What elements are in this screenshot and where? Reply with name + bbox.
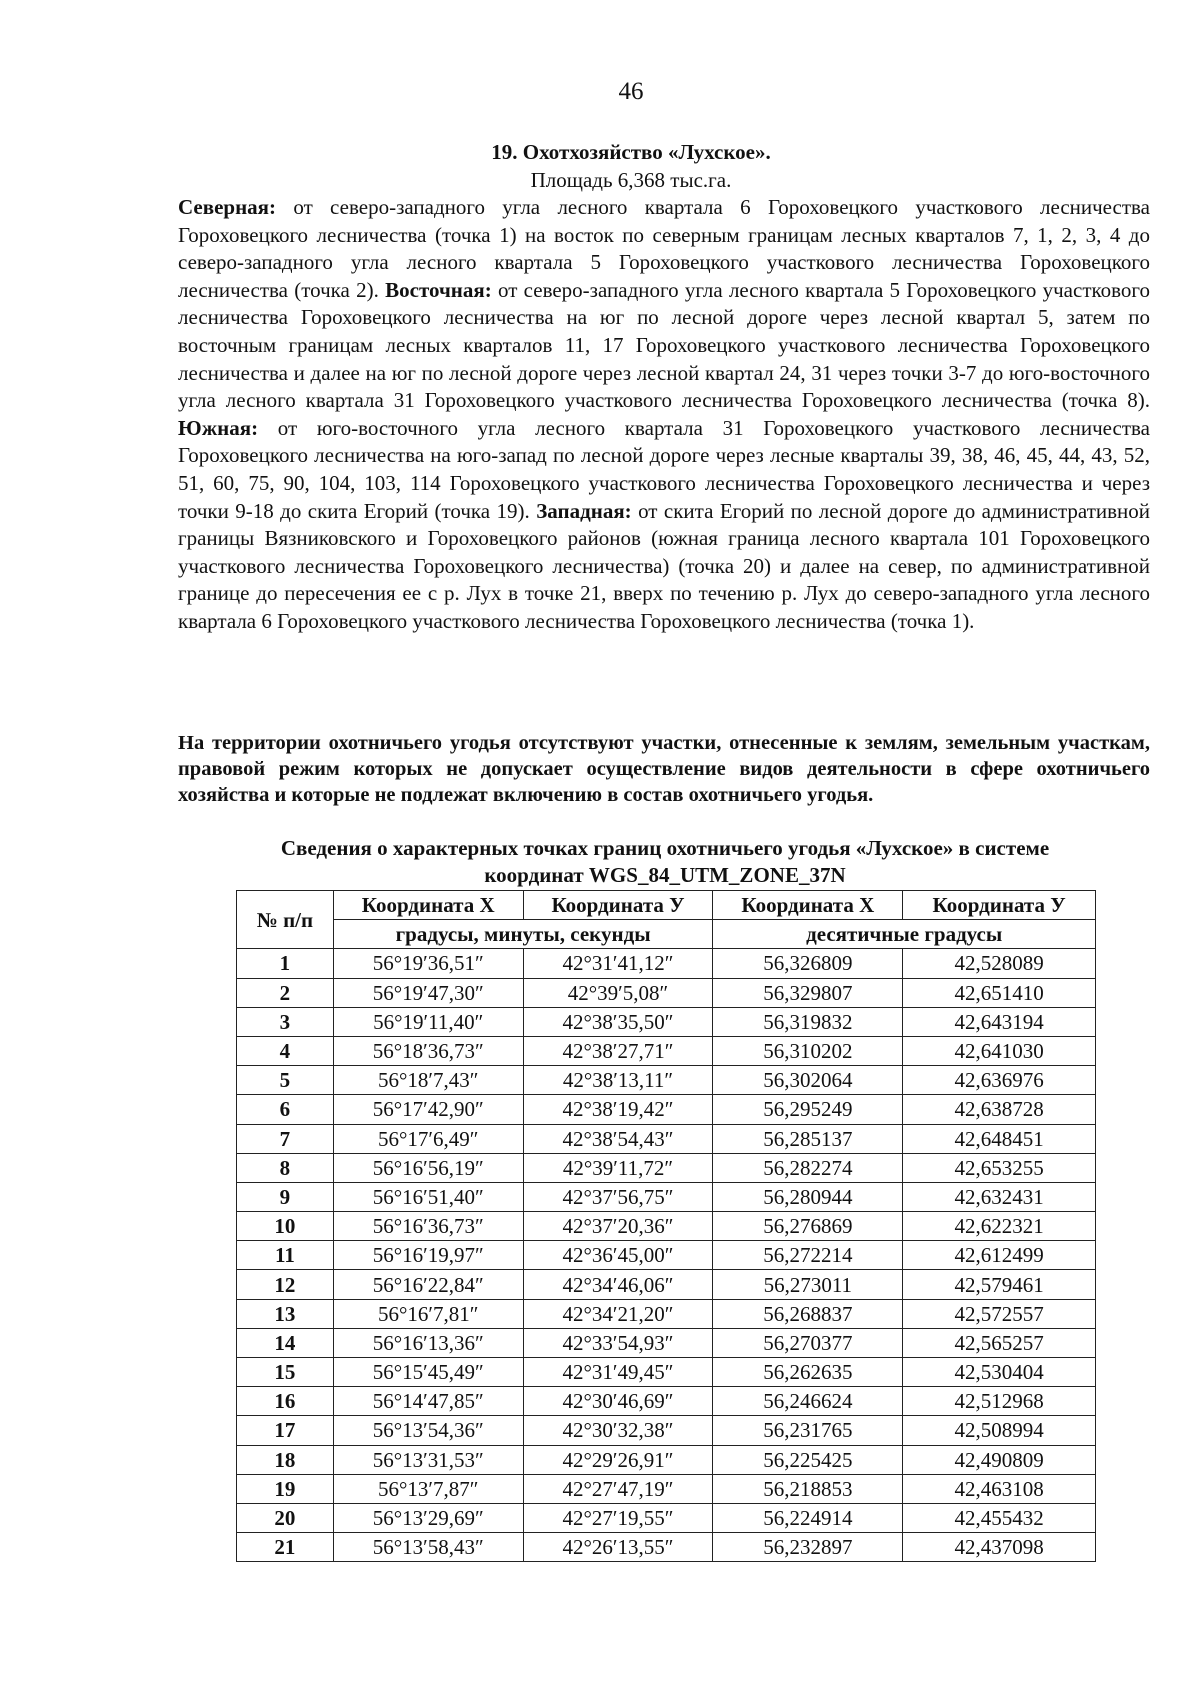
x-dec-cell: 56,282274: [713, 1153, 903, 1182]
x-dms-cell: 56°16′19,97″: [333, 1241, 523, 1270]
y-dms-cell: 42°30′32,38″: [523, 1416, 713, 1445]
table-row: [237, 1182, 1096, 1211]
table-row: [237, 1241, 1096, 1270]
y-dms-cell: 42°27′47,19″: [523, 1474, 713, 1503]
row-number-cell: 11: [237, 1241, 334, 1270]
x-dec-cell: 56,268837: [713, 1299, 903, 1328]
x-dec-cell: 56,302064: [713, 1066, 903, 1095]
row-number-cell: 2: [237, 978, 334, 1007]
y-dms-cell: 42°29′26,91″: [523, 1445, 713, 1474]
x-dms-cell: 56°13′31,53″: [333, 1445, 523, 1474]
x-dec-cell: 56,273011: [713, 1270, 903, 1299]
y-dms-cell: 42°36′45,00″: [523, 1241, 713, 1270]
table-row: [237, 978, 1096, 1007]
x-dms-cell: 56°18′7,43″: [333, 1066, 523, 1095]
x-dms-cell: 56°19′47,30″: [333, 978, 523, 1007]
row-number-cell: 21: [237, 1533, 334, 1562]
table-row: [237, 949, 1096, 978]
y-dec-cell: 42,653255: [903, 1153, 1096, 1182]
y-dec-cell: 42,638728: [903, 1095, 1096, 1124]
y-dms-cell: 42°31′41,12″: [523, 949, 713, 978]
y-dms-cell: 42°38′19,42″: [523, 1095, 713, 1124]
table-caption-line2: координат WGS_84_UTM_ZONE_37N: [484, 863, 846, 887]
row-number-cell: 19: [237, 1474, 334, 1503]
x-dec-cell: 56,326809: [713, 949, 903, 978]
table-row: [237, 1036, 1096, 1065]
row-number-cell: 5: [237, 1066, 334, 1095]
row-number-cell: 4: [237, 1036, 334, 1065]
y-dec-cell: 42,490809: [903, 1445, 1096, 1474]
y-dec-cell: 42,528089: [903, 949, 1096, 978]
table-row: [237, 1299, 1096, 1328]
x-dms-cell: 56°17′42,90″: [333, 1095, 523, 1124]
x-dms-cell: 56°19′11,40″: [333, 1007, 523, 1036]
header-num: № п/п: [237, 891, 334, 949]
header-y-dec: Координата У: [903, 891, 1096, 920]
table-caption: [200, 835, 1130, 889]
table-row: [237, 1445, 1096, 1474]
x-dec-cell: 56,319832: [713, 1007, 903, 1036]
coordinates-table: [236, 890, 1096, 1562]
table-row: [237, 1153, 1096, 1182]
x-dms-cell: 56°16′13,36″: [333, 1328, 523, 1357]
y-dec-cell: 42,632431: [903, 1182, 1096, 1211]
header-x-dec: Координата X: [713, 891, 903, 920]
x-dec-cell: 56,270377: [713, 1328, 903, 1357]
y-dec-cell: 42,508994: [903, 1416, 1096, 1445]
x-dec-cell: 56,262635: [713, 1358, 903, 1387]
y-dec-cell: 42,572557: [903, 1299, 1096, 1328]
y-dec-cell: 42,643194: [903, 1007, 1096, 1036]
coordinates-table-body: [237, 949, 1096, 1562]
x-dms-cell: 56°14′47,85″: [333, 1387, 523, 1416]
row-number-cell: 12: [237, 1270, 334, 1299]
y-dms-cell: 42°38′13,11″: [523, 1066, 713, 1095]
x-dms-cell: 56°15′45,49″: [333, 1358, 523, 1387]
y-dec-cell: 42,463108: [903, 1474, 1096, 1503]
row-number-cell: 20: [237, 1503, 334, 1532]
x-dec-cell: 56,276869: [713, 1212, 903, 1241]
row-number-cell: 7: [237, 1124, 334, 1153]
header-dec-units: десятичные градусы: [713, 920, 1096, 949]
y-dms-cell: 42°39′11,72″: [523, 1153, 713, 1182]
table-row: [237, 1387, 1096, 1416]
table-row: [237, 1328, 1096, 1357]
x-dec-cell: 56,329807: [713, 978, 903, 1007]
header-dms-units: градусы, минуты, секунды: [333, 920, 713, 949]
x-dms-cell: 56°19′36,51″: [333, 949, 523, 978]
header-y-dms: Координата У: [523, 891, 713, 920]
y-dms-cell: 42°37′56,75″: [523, 1182, 713, 1211]
x-dms-cell: 56°13′7,87″: [333, 1474, 523, 1503]
row-number-cell: 18: [237, 1445, 334, 1474]
y-dec-cell: 42,437098: [903, 1533, 1096, 1562]
x-dec-cell: 56,231765: [713, 1416, 903, 1445]
east-label: Восточная:: [385, 277, 492, 302]
y-dms-cell: 42°37′20,36″: [523, 1212, 713, 1241]
y-dms-cell: 42°38′27,71″: [523, 1036, 713, 1065]
north-label: Северная:: [178, 195, 277, 219]
area-line: Площадь 6,368 тыс.га.: [530, 168, 732, 192]
table-row: [237, 1474, 1096, 1503]
x-dec-cell: 56,225425: [713, 1445, 903, 1474]
x-dms-cell: 56°16′7,81″: [333, 1299, 523, 1328]
north-text: от северо-западного угла лесного квартала 6 Гороховецкого участкового лесничества Гороховецкого лесничества (точка 1) на восток по северным границам лесных кварталов 7, 1, 2, 3, 4 до северо-западного угла лесного квартала 5 Гороховецкого участкового лесничества Гороховецкого лесничества (точка 2).: [178, 195, 1150, 302]
row-number-cell: 10: [237, 1212, 334, 1241]
x-dms-cell: 56°16′51,40″: [333, 1182, 523, 1211]
x-dms-cell: 56°13′54,36″: [333, 1416, 523, 1445]
table-row: [237, 1124, 1096, 1153]
row-number-cell: 1: [237, 949, 334, 978]
y-dms-cell: 42°31′49,45″: [523, 1358, 713, 1387]
row-number-cell: 9: [237, 1182, 334, 1211]
south-label: Южная:: [178, 415, 259, 440]
x-dec-cell: 56,224914: [713, 1503, 903, 1532]
x-dms-cell: 56°18′36,73″: [333, 1036, 523, 1065]
page-number: 46: [618, 78, 644, 105]
y-dms-cell: 42°34′46,06″: [523, 1270, 713, 1299]
y-dec-cell: 42,565257: [903, 1328, 1096, 1357]
notice-paragraph: На территории охотничьего угодья отсутствуют участки, отнесенные к землям, земельным участкам, правовой режим которых не допускает осуществление видов деятельности в сфере охотничьего хозяйства и которые не подлежат включению в состав охотничьего угодья.: [178, 732, 1150, 806]
x-dec-cell: 56,285137: [713, 1124, 903, 1153]
y-dms-cell: 42°30′46,69″: [523, 1387, 713, 1416]
table-row: [237, 1358, 1096, 1387]
table-row: [237, 1503, 1096, 1532]
row-number-cell: 14: [237, 1328, 334, 1357]
y-dec-cell: 42,512968: [903, 1387, 1096, 1416]
table-row: [237, 1270, 1096, 1299]
row-number-cell: 3: [237, 1007, 334, 1036]
y-dms-cell: 42°38′54,43″: [523, 1124, 713, 1153]
y-dms-cell: 42°33′54,93″: [523, 1328, 713, 1357]
x-dms-cell: 56°16′36,73″: [333, 1212, 523, 1241]
section-title: 19. Охотхозяйство «Лухское».: [491, 140, 771, 164]
x-dec-cell: 56,272214: [713, 1241, 903, 1270]
west-label: Западная:: [536, 498, 632, 523]
row-number-cell: 13: [237, 1299, 334, 1328]
y-dec-cell: 42,612499: [903, 1241, 1096, 1270]
x-dec-cell: 56,310202: [713, 1036, 903, 1065]
x-dms-cell: 56°16′22,84″: [333, 1270, 523, 1299]
x-dec-cell: 56,246624: [713, 1387, 903, 1416]
west-text: от скита Егорий по лесной дороге до административной границы Вязниковского и Гороховецкого районов (южная граница лесного квартала 101 Гороховецкого участкового лесничества Гороховецкого лесничества) (точка 20) и далее на север, по административной границе до пересечения ее с р. Лух в точке 21, вверх по течению р. Лух до северо-западного угла лесного квартала 6 Гороховецкого участкового лесничества Гороховецкого лесничества (точка 1).: [178, 498, 1151, 633]
table-row: [237, 1416, 1096, 1445]
x-dec-cell: 56,232897: [713, 1533, 903, 1562]
x-dms-cell: 56°13′58,43″: [333, 1533, 523, 1562]
table-row: [237, 1007, 1096, 1036]
y-dec-cell: 42,648451: [903, 1124, 1096, 1153]
y-dec-cell: 42,622321: [903, 1212, 1096, 1241]
y-dms-cell: 42°27′19,55″: [523, 1503, 713, 1532]
row-number-cell: 6: [237, 1095, 334, 1124]
x-dec-cell: 56,280944: [713, 1182, 903, 1211]
table-row: [237, 1095, 1096, 1124]
y-dms-cell: 42°34′21,20″: [523, 1299, 713, 1328]
y-dec-cell: 42,579461: [903, 1270, 1096, 1299]
row-number-cell: 17: [237, 1416, 334, 1445]
y-dec-cell: 42,651410: [903, 978, 1096, 1007]
table-row: [237, 1066, 1096, 1095]
x-dec-cell: 56,218853: [713, 1474, 903, 1503]
x-dms-cell: 56°13′29,69″: [333, 1503, 523, 1532]
y-dms-cell: 42°39′5,08″: [523, 978, 713, 1007]
x-dms-cell: 56°17′6,49″: [333, 1124, 523, 1153]
y-dec-cell: 42,530404: [903, 1358, 1096, 1387]
table-row: [237, 1533, 1096, 1562]
x-dec-cell: 56,295249: [713, 1095, 903, 1124]
x-dms-cell: 56°16′56,19″: [333, 1153, 523, 1182]
header-x-dms: Координата X: [333, 891, 523, 920]
table-caption-line1: Сведения о характерных точках границ охотничьего угодья «Лухское» в системе: [280, 836, 1050, 860]
table-row: [237, 1212, 1096, 1241]
y-dms-cell: 42°38′35,50″: [523, 1007, 713, 1036]
y-dec-cell: 42,641030: [903, 1036, 1096, 1065]
south-text: от юго-восточного угла лесного квартала 31 Гороховецкого участкового лесничества Гороховецкого лесничества на юго-запад по лесной дороге через лесные кварталы 39, 38, 46, 45, 44, 43, 52, 51, 60, 75, 90, 104, 103, 114 Гороховецкого участкового лесничества Гороховецкого лесничества и через точки 9-18 до скита Егорий (точка 19).: [178, 415, 1150, 523]
row-number-cell: 16: [237, 1387, 334, 1416]
y-dms-cell: 42°26′13,55″: [523, 1533, 713, 1562]
row-number-cell: 8: [237, 1153, 334, 1182]
boundary-description: [178, 194, 1150, 636]
y-dec-cell: 42,636976: [903, 1066, 1096, 1095]
y-dec-cell: 42,455432: [903, 1503, 1096, 1532]
row-number-cell: 15: [237, 1358, 334, 1387]
east-text: от северо-западного угла лесного квартала 5 Гороховецкого участкового лесничества Гороховецкого лесничества на юг по лесной дороге через лесной квартал 5, затем по восточным границам лесных кварталов 11, 17 Гороховецкого участкового лесничества Гороховецкого лесничества и далее на юг по лесной дороге через лесной квартал 24, 31 через точки 3-7 до юго-восточного угла лесного квартала 31 Гороховецкого участкового лесничества Гороховецкого лесничества (точка 8).: [178, 277, 1150, 413]
